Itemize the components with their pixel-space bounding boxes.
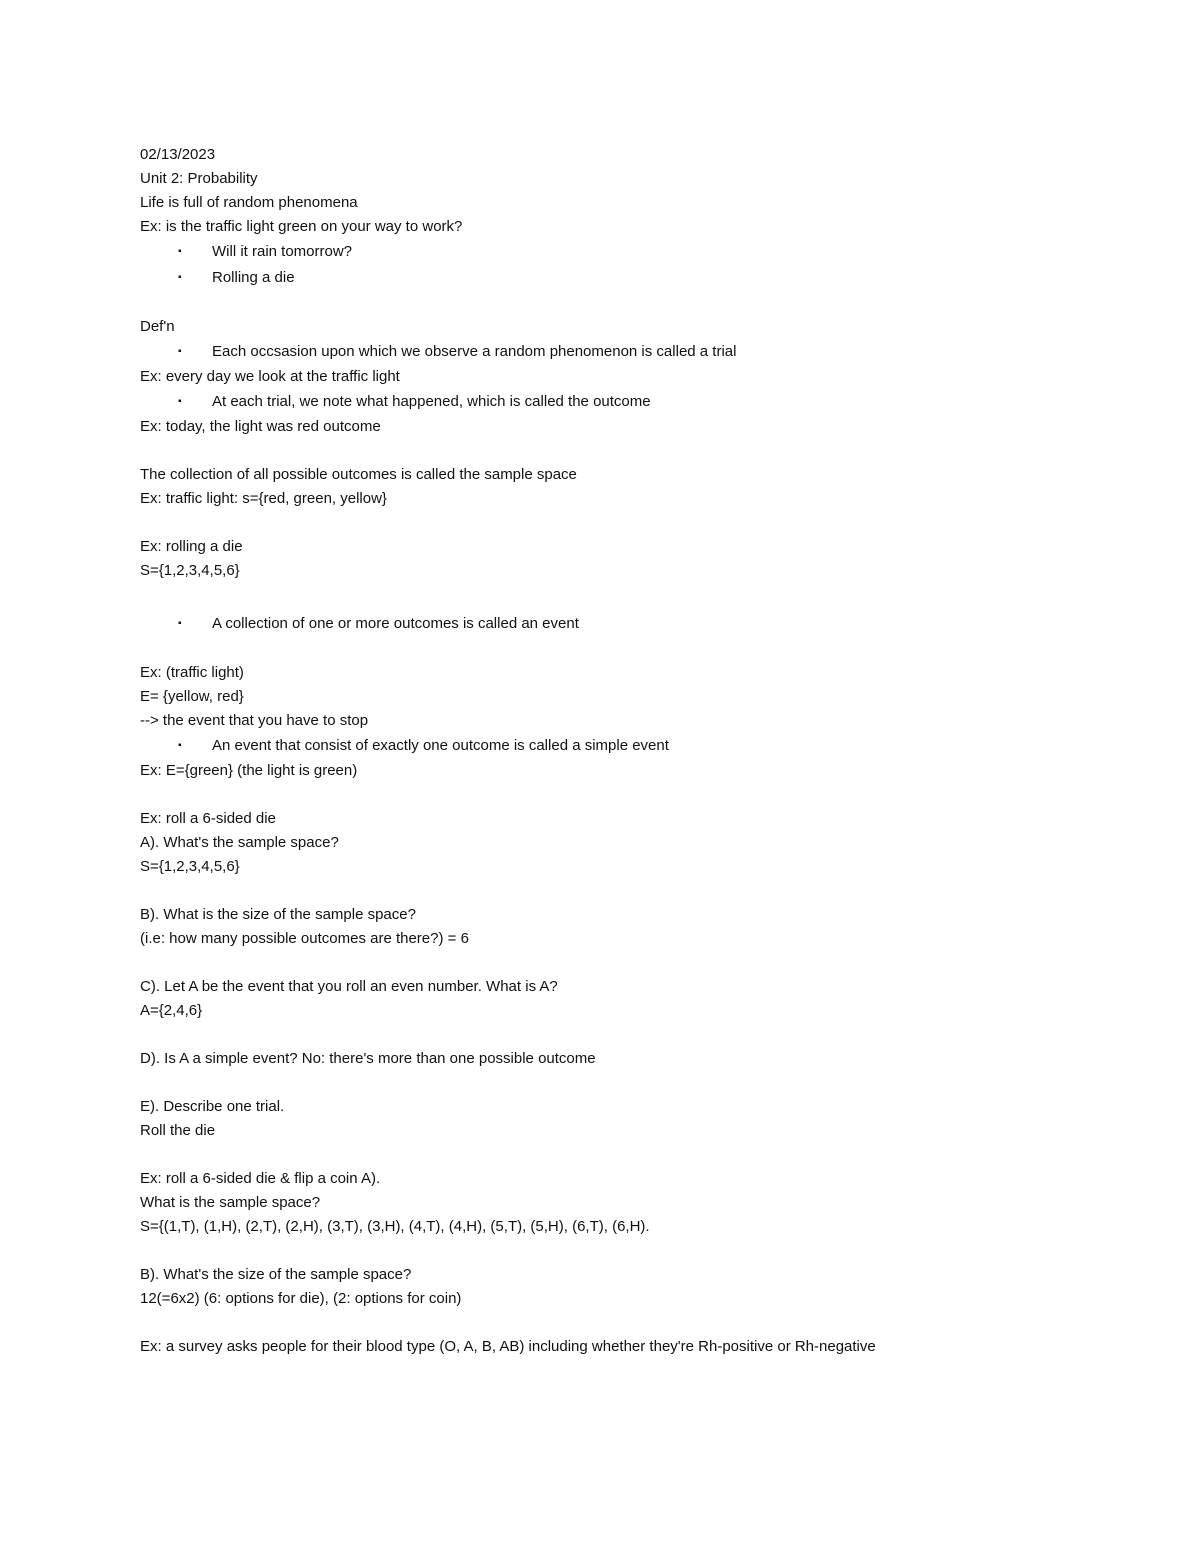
answer-line: (i.e: how many possible outcomes are there?) = 6 bbox=[140, 930, 469, 947]
bullet-text: Will it rain tomorrow? bbox=[212, 243, 353, 260]
bullet-icon: ▪ bbox=[178, 246, 182, 257]
example-line: Ex: every day we look at the traffic light bbox=[140, 368, 400, 385]
example-line: Ex: traffic light: s={red, green, yellow} bbox=[140, 490, 387, 507]
question-line: B). What's the size of the sample space? bbox=[140, 1266, 412, 1283]
bullet-icon: ▪ bbox=[178, 618, 182, 629]
bullet-item bbox=[140, 239, 1140, 265]
bullet-text: An event that consist of exactly one outcome is called a simple event bbox=[212, 737, 669, 754]
question-line: E). Describe one trial. bbox=[140, 1098, 285, 1115]
definition-heading: Def'n bbox=[140, 318, 175, 335]
unit-title: Unit 2: Probability bbox=[140, 170, 258, 187]
bullet-text: Each occsasion upon which we observe a random phenomenon is called a trial bbox=[212, 343, 737, 360]
question-line: D). Is A a simple event? No: there's more than one possible outcome bbox=[140, 1050, 596, 1067]
example-line: Ex: roll a 6-sided die & flip a coin A). bbox=[140, 1170, 381, 1187]
question-line: B). What is the size of the sample space? bbox=[140, 906, 416, 923]
bullet-text: Rolling a die bbox=[212, 269, 295, 286]
example-line: Ex: (traffic light) bbox=[140, 664, 244, 681]
answer-line: Roll the die bbox=[140, 1122, 216, 1139]
date-line: 02/13/2023 bbox=[140, 146, 216, 163]
answer-line: A={2,4,6} bbox=[140, 1002, 203, 1019]
answer-line: S={(1,T), (1,H), (2,T), (2,H), (3,T), (3,H), (4,T), (4,H), (5,T), (5,H), (6,T), (6,H). bbox=[140, 1218, 650, 1235]
intro-line: Life is full of random phenomena bbox=[140, 194, 358, 211]
set-line: S={1,2,3,4,5,6} bbox=[140, 562, 240, 579]
bullet-icon: ▪ bbox=[178, 272, 182, 283]
bullet-text: At each trial, we note what happened, which is called the outcome bbox=[212, 393, 651, 410]
bullet-item bbox=[140, 733, 1140, 759]
example-line: Ex: a survey asks people for their blood type (O, A, B, AB) including whether they're Rh-positive or Rh-negative bbox=[140, 1338, 876, 1355]
set-line: E= {yellow, red} bbox=[140, 688, 244, 705]
sample-space-definition: The collection of all possible outcomes is called the sample space bbox=[140, 466, 577, 483]
answer-line: 12(=6x2) (6: options for die), (2: options for coin) bbox=[140, 1290, 462, 1307]
bullet-item bbox=[140, 389, 1140, 415]
bullet-item bbox=[140, 339, 1140, 365]
answer-line: S={1,2,3,4,5,6} bbox=[140, 858, 240, 875]
example-line: Ex: rolling a die bbox=[140, 538, 243, 555]
notes-body bbox=[140, 143, 1140, 1359]
example-traffic-line: Ex: is the traffic light green on your way to work? bbox=[140, 218, 463, 235]
question-line: C). Let A be the event that you roll an even number. What is A? bbox=[140, 978, 558, 995]
question-line: A). What's the sample space? bbox=[140, 834, 339, 851]
bullet-icon: ▪ bbox=[178, 740, 182, 751]
bullet-text: A collection of one or more outcomes is called an event bbox=[212, 615, 579, 632]
example-line: Ex: roll a 6-sided die bbox=[140, 810, 276, 827]
arrow-line: --> the event that you have to stop bbox=[140, 712, 369, 729]
example-line: Ex: today, the light was red outcome bbox=[140, 418, 381, 435]
bullet-icon: ▪ bbox=[178, 346, 182, 357]
bullet-item bbox=[140, 265, 1140, 291]
bullet-icon: ▪ bbox=[178, 396, 182, 407]
bullet-item bbox=[140, 611, 1140, 637]
example-line: Ex: E={green} (the light is green) bbox=[140, 762, 358, 779]
question-line: What is the sample space? bbox=[140, 1194, 321, 1211]
